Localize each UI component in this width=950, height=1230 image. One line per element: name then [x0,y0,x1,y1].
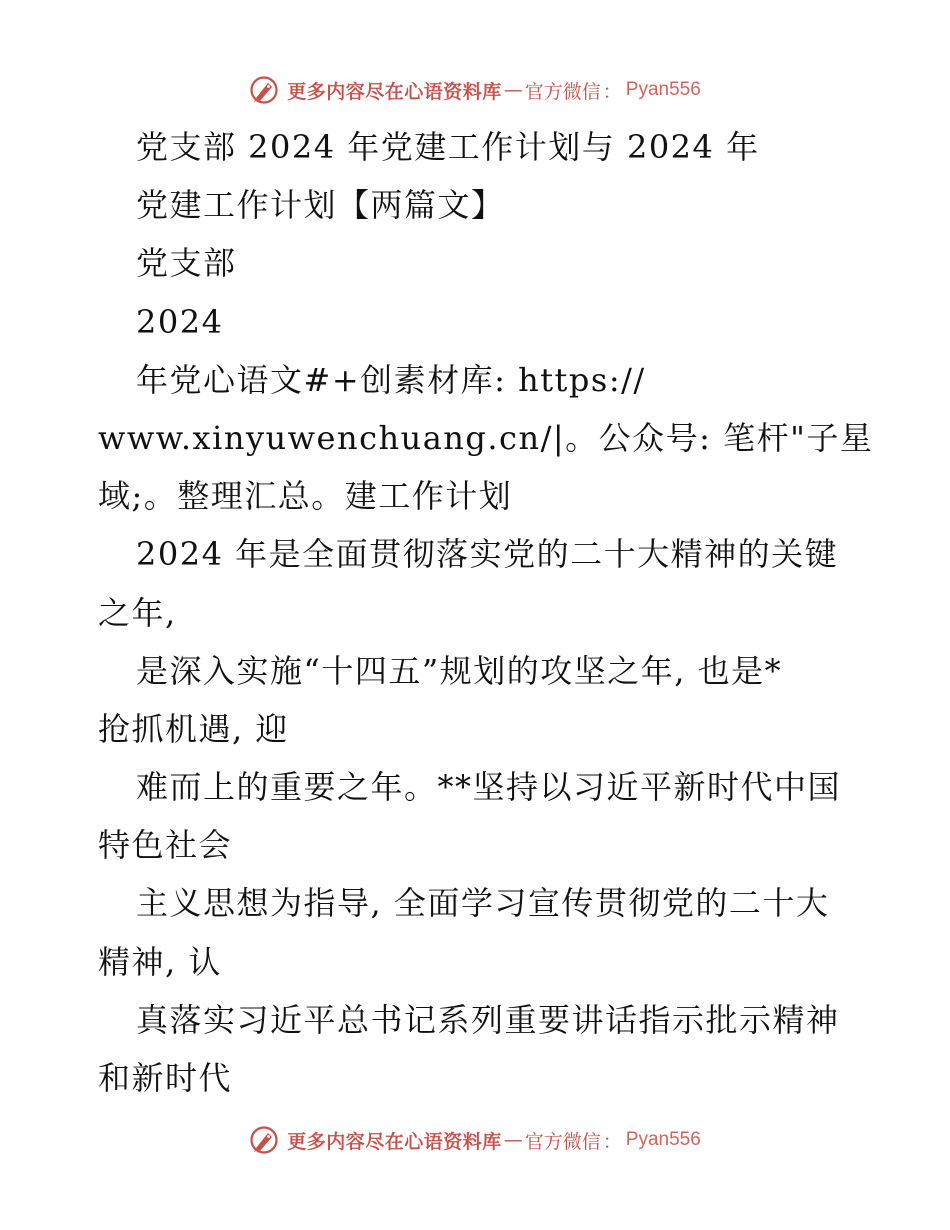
header-watermark-banner [0,70,950,110]
doc-line: 党支部 [136,244,237,283]
doc-line: 难而上的重要之年。**坚持以习近平新时代中国 [136,768,842,807]
footer-watermark-banner [0,1120,950,1160]
doc-line: 抢抓机遇, 迎 [98,709,289,748]
doc-line: www.xinyuwenchuang.cn/|。公众号: 笔杆"子星 [98,418,874,457]
doc-line: 年党心语文#+创素材库: https:// [136,360,646,399]
doc-line: 之年, [98,593,177,632]
banner-wechat-id: Pyan556 [625,1129,701,1150]
banner-wechat-label: 官方微信 [524,80,601,103]
banner-wechat-label: 官方微信 [524,1130,601,1153]
banner-colon: ： [602,80,622,103]
doc-line: 2024 年是全面贯彻落实党的二十大精神的关键 [136,535,839,574]
doc-line: 和新时代 [98,1059,233,1097]
document-body [98,118,874,1107]
banner-main-text: 更多内容尽在心语资料库 [287,1130,502,1153]
doc-line: 真落实习近平总书记系列重要讲话指示批示精神 [136,1000,840,1039]
banner-separator: — [503,1129,523,1151]
banner-colon: ： [602,1130,622,1153]
doc-title-line-2: 党建工作计划【两篇文】 [136,186,505,225]
doc-line: 精神, 认 [98,942,222,981]
pen-nib-circle-icon [249,75,279,105]
doc-line: 主义思想为指导, 全面学习宣传贯彻党的二十大 [136,884,830,923]
doc-line: 特色社会 [98,826,233,865]
doc-line: 是深入实施“十四五”规划的攻坚之年, 也是* [136,651,783,690]
banner-wechat-id: Pyan556 [625,79,701,100]
doc-title-line-1: 党支部 2024 年党建工作计划与 2024 年 [136,128,760,166]
doc-line: 域;。整理汇总。建工作计划 [98,477,513,516]
banner-separator: — [503,79,523,101]
doc-line: 2024 [136,302,224,341]
banner-main-text: 更多内容尽在心语资料库 [287,80,502,103]
pen-nib-circle-icon [249,1125,279,1155]
